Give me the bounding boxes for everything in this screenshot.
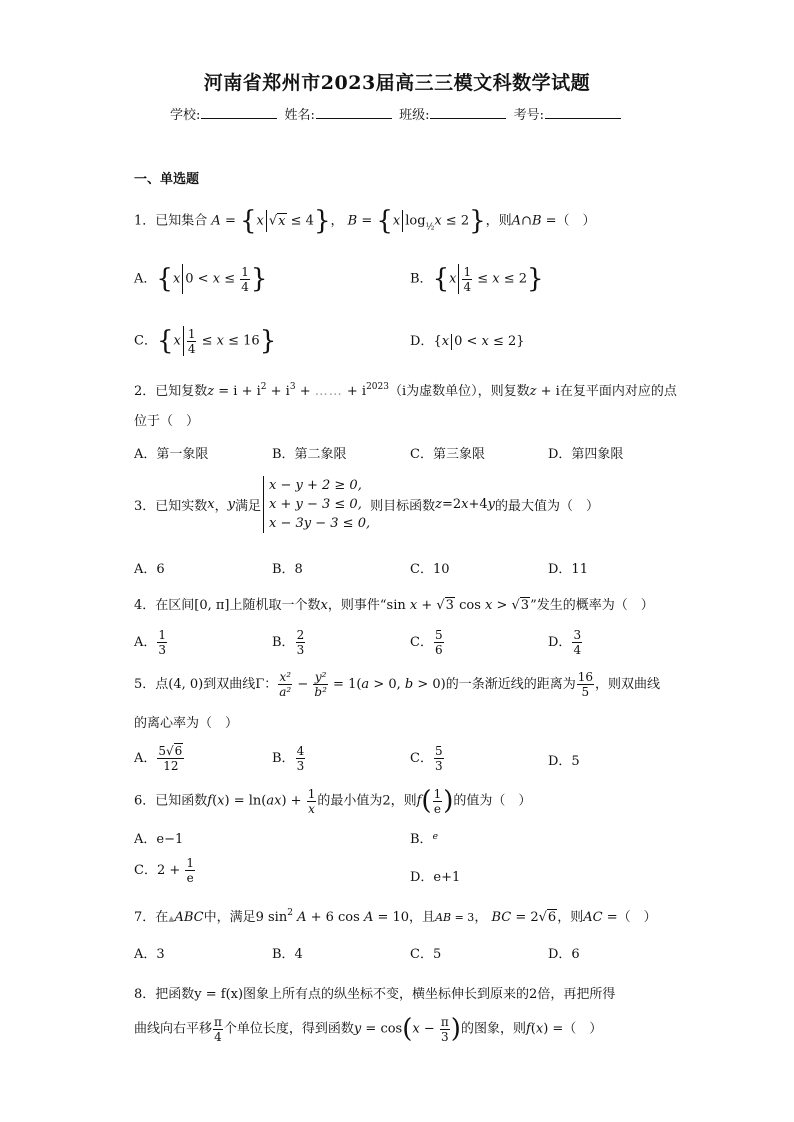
- class-blank[interactable]: [430, 106, 506, 119]
- question-8-line2: 曲线向右平移 $\frac{\pi}{4}$ 个单位长度，得到函数y = cos(x − $\frac{\pi}{3}$ )的图象，则f(x) =（ ）: [134, 1014, 603, 1044]
- student-info: [0, 104, 794, 123]
- question-1: 1．已知集合 A = {x √x ≤ 4}， B = {x $\log_{\frac{1}{2}}x \le 2$}，则A∩B =（ ）: [134, 206, 596, 236]
- q5-option-a[interactable]: A． $\frac{5√6}{12}$: [134, 744, 183, 773]
- q1-option-b[interactable]: B．{x $\frac{1}{4}$ ≤ x ≤ 2}: [410, 264, 544, 294]
- question-5-line2: 的离心率为（ ）: [134, 716, 239, 731]
- q4-option-b[interactable]: B． $\frac{2}{3}$: [272, 628, 305, 657]
- q7-option-d[interactable]: D．6: [548, 947, 580, 962]
- question-5: 5．点(4, 0)到双曲线Γ： $\frac{\text{x²}}{\text{a²}}$ − $\frac{\text{y²}}{\text{b²}}$ = 1(a > 0, b > 0)的一条渐近线的距离为 $\frac{16}{5}$ ，则双曲线: [134, 670, 661, 699]
- q1-option-a[interactable]: A．{x 0 < x ≤ $\frac{1}{4}$ }: [134, 264, 268, 294]
- question-2-line2: 位于（ ）: [134, 414, 200, 429]
- question-4: 4．在区间[0, π]上随机取一个数x，则事件“sin x + √3 cos x > √3”发生的概率为（ ）: [134, 598, 654, 613]
- q6-option-b[interactable]: B．$^e$: [410, 832, 438, 847]
- q6-option-a[interactable]: A．e−1: [134, 832, 184, 847]
- q4-option-a[interactable]: A． $\frac{1}{3}$: [134, 628, 167, 657]
- q3-option-d[interactable]: D．11: [548, 562, 588, 577]
- q2-option-a[interactable]: A．第一象限: [134, 447, 209, 462]
- q5-option-b[interactable]: B． $\frac{4}{3}$: [272, 744, 305, 773]
- q5-option-d[interactable]: D．5: [548, 754, 580, 769]
- q3-option-b[interactable]: B．8: [272, 562, 303, 577]
- q7-option-c[interactable]: C．5: [410, 947, 442, 962]
- question-7: 7．在▲ABC中，满足9 $\sin^2 A + 6$ cos A = 10，且AB = 3， BC = 2√6，则AC =（ ）: [134, 908, 657, 925]
- q2-option-c[interactable]: C．第三象限: [410, 447, 485, 462]
- q2-option-b[interactable]: B．第二象限: [272, 447, 347, 462]
- q1-option-c[interactable]: C．{x $\frac{1}{4}$ ≤ x ≤ 16}: [134, 326, 277, 356]
- class-label: 班级:: [399, 108, 430, 123]
- school-label: 学校:: [170, 108, 201, 123]
- q4-option-c[interactable]: C． $\frac{5}{6}$: [410, 628, 443, 657]
- q3-option-a[interactable]: A．6: [134, 562, 165, 577]
- q7-option-b[interactable]: B．4: [272, 947, 303, 962]
- question-2: 2．已知复数$z = i + i^2 + i^3$ + …… + $i^{2023}(i$为虚数单位），则复数z + i在复平面内对应的点: [134, 382, 677, 399]
- number-label: 考号:: [513, 108, 544, 123]
- question-6: 6．已知函数f(x) = ln(ax) + $\frac{1}{x}$ 的最小值为2，则f( $\frac{1}{e}$ )的值为（ ）: [134, 786, 532, 816]
- q3-option-c[interactable]: C．10: [410, 562, 450, 577]
- section-heading: 一、单选题: [134, 172, 200, 187]
- number-blank[interactable]: [545, 106, 621, 119]
- page-title: 河南省郑州市2023届高三三模文科数学试题: [203, 72, 591, 94]
- name-label: 姓名:: [284, 108, 315, 123]
- name-blank[interactable]: [316, 106, 392, 119]
- q5-option-c[interactable]: C． $\frac{5}{3}$: [410, 744, 443, 773]
- question-3: 3．已知实数x，y满足 x − y + 2 ≥ 0, x + y − 3 ≤ 0, x − 3y − 3 ≤ 0, 则目标函数z=2x+4y的最大值为（ ）: [134, 478, 600, 531]
- q4-option-d[interactable]: D． $\frac{3}{4}$: [548, 628, 582, 657]
- q2-option-d[interactable]: D．第四象限: [548, 447, 624, 462]
- school-blank[interactable]: [201, 106, 277, 119]
- q6-option-d[interactable]: D．e+1: [410, 870, 461, 885]
- q7-option-a[interactable]: A．3: [134, 947, 165, 962]
- q6-option-c[interactable]: C．2 + $\frac{1}{e}$: [134, 856, 195, 885]
- question-8: 8．把函数y = f(x)图象上所有点的纵坐标不变，横坐标伸长到原来的2倍，再把所得: [134, 987, 616, 1002]
- q1-option-d[interactable]: D．{x 0 < x ≤ 2}: [410, 334, 525, 349]
